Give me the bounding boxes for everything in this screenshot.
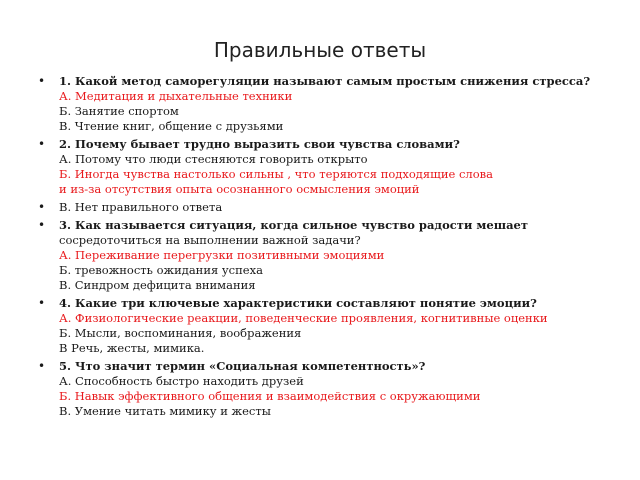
question-continuation: В. Нет правильного ответа	[59, 200, 223, 214]
bullet-icon: •	[38, 359, 46, 373]
question-item	[38, 218, 634, 293]
answer-option: В. Синдром дефицита внимания	[59, 278, 256, 292]
question-item	[38, 137, 634, 197]
question-bold: 4. Какие три ключевые характеристики составляют понятие эмоции?	[59, 296, 537, 310]
page-title: Правильные ответы	[213, 38, 427, 62]
bullet-icon: •	[38, 137, 46, 151]
answer-option: Б. Мысли, воспоминания, воображения	[59, 326, 302, 340]
answer-option: В. Чтение книг, общение с друзьями	[59, 119, 284, 133]
bullet-icon: •	[38, 218, 46, 232]
question-text	[59, 359, 634, 374]
question-bold: 5. Что значит термин «Социальная компетентность»?	[59, 359, 426, 373]
bullet-icon: •	[38, 200, 46, 214]
answer-correct: Б. Иногда чувства настолько сильны , что теряются подходящие слова	[59, 167, 493, 181]
answer-correct: Б. Навык эффективного общения и взаимодействия с окружающими	[59, 389, 481, 403]
question-text	[59, 218, 634, 248]
question-text	[59, 74, 634, 89]
bullet-icon: •	[38, 74, 46, 88]
answer-option: А. Потому что люди стесняются говорить открыто	[59, 152, 368, 166]
answer-option: Б. тревожность ожидания успеха	[59, 263, 263, 277]
answer-option: В. Умение читать мимику и жесты	[59, 404, 271, 418]
question-bold: 3. Как называется ситуация, когда сильное чувство радости мешает	[59, 218, 528, 232]
question-bold: 1. Какой метод саморегуляции называют самым простым снижения стресса?	[59, 74, 591, 88]
question-text	[59, 200, 634, 215]
question-item	[38, 296, 634, 356]
question-item	[38, 359, 634, 419]
answer-option: А. Способность быстро находить друзей	[59, 374, 304, 388]
question-bold: 2. Почему бывает трудно выразить свои чувства словами?	[59, 137, 460, 151]
answer-correct: А. Физиологические реакции, поведенческие проявления, когнитивные оценки	[59, 311, 548, 325]
answer-correct: А. Медитация и дыхательные техники	[59, 89, 293, 103]
answer-correct: А. Переживание перегрузки позитивными эмоциями	[59, 248, 385, 262]
question-list	[38, 74, 634, 422]
question-text	[59, 137, 634, 152]
answer-correct: и из-за отсутствия опыта осознанного осмысления эмоций	[59, 182, 420, 196]
answer-option: Б. Занятие спортом	[59, 104, 179, 118]
bullet-icon: •	[38, 296, 46, 310]
question-item	[38, 74, 634, 134]
answer-option: В Речь, жесты, мимика.	[59, 341, 205, 355]
question-item	[38, 200, 634, 215]
question-text	[59, 296, 634, 311]
question-continuation: сосредоточиться на выполнении важной задачи?	[59, 233, 361, 247]
